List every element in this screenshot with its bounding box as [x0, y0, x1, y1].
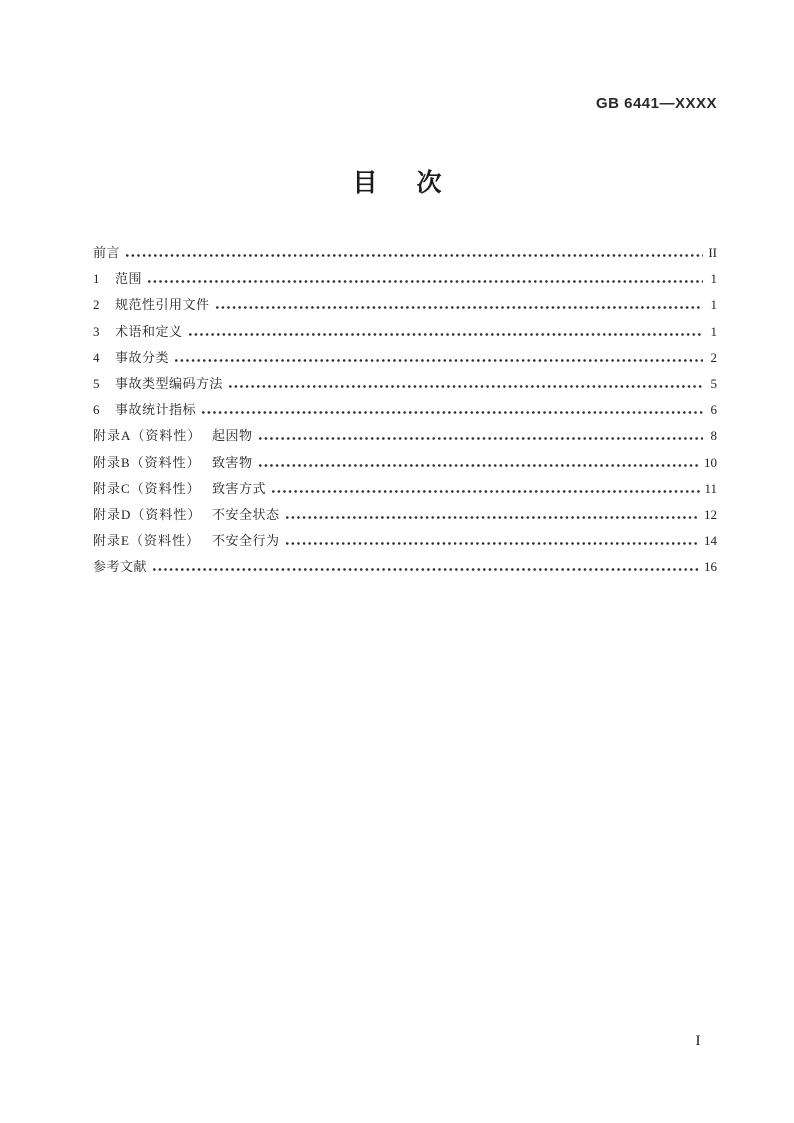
- dot-leader: [272, 490, 700, 493]
- toc-entry-appendix-prefix: 附录C（资料性）: [93, 480, 201, 496]
- document-title-char-2: 次: [416, 169, 442, 197]
- toc-page-number: 2: [710, 349, 717, 365]
- toc-entry-number: 5: [93, 375, 100, 391]
- toc-entry: [93, 397, 717, 423]
- toc-page-number: 6: [710, 402, 717, 418]
- dot-leader: [229, 385, 703, 388]
- toc-entry: [93, 423, 717, 449]
- dot-leader: [148, 280, 703, 283]
- dot-leader: [189, 333, 703, 336]
- toc-entry-label: 术语和定义: [115, 323, 183, 339]
- toc-entry: [93, 240, 717, 266]
- dot-leader: [126, 254, 703, 257]
- toc-entry: [93, 292, 717, 318]
- document-title-char-1: 目: [352, 169, 378, 197]
- toc-entry-label: 事故统计指标: [115, 402, 197, 418]
- toc-entry-label: 不安全行为: [212, 533, 280, 549]
- toc-entry-label: 参考文献: [93, 559, 148, 575]
- toc-entry-label: 范围: [115, 271, 143, 287]
- toc-page-number: 12: [704, 506, 717, 522]
- toc-entry: [93, 450, 717, 476]
- toc-entry-number: 4: [93, 349, 100, 365]
- toc-entry-label: 致害物: [212, 454, 253, 470]
- toc-entry-label: 规范性引用文件: [115, 297, 210, 313]
- standard-code: GB 6441—XXXX: [595, 95, 717, 112]
- toc-entry-appendix-prefix: 附录B（资料性）: [93, 454, 201, 470]
- toc-page-number: 5: [710, 375, 717, 391]
- toc-page-number: 1: [710, 297, 717, 313]
- toc-entry: [93, 554, 717, 580]
- toc-entry-label: 前言: [93, 245, 121, 260]
- toc-page-number: II: [708, 245, 717, 260]
- toc-entry: [93, 371, 717, 397]
- toc-page-number: 14: [704, 533, 717, 549]
- dot-leader: [216, 306, 703, 309]
- dot-leader: [175, 359, 703, 362]
- footer-page-number: I: [695, 1033, 701, 1049]
- toc-page-number: 11: [704, 480, 717, 496]
- toc-entry: [93, 319, 717, 345]
- toc-entry: [93, 345, 717, 371]
- toc-page-number: 8: [710, 428, 717, 444]
- toc-entry-number: 6: [93, 402, 100, 418]
- toc-entry: [93, 266, 717, 292]
- toc-entry-label: 事故类型编码方法: [115, 375, 224, 391]
- dot-leader: [259, 437, 703, 440]
- document-title: [0, 163, 794, 199]
- footer: [0, 1032, 794, 1050]
- toc-entry-appendix-prefix: 附录E（资料性）: [93, 533, 200, 549]
- toc-entry-number: 1: [93, 271, 100, 287]
- toc-entry-label: 事故分类: [115, 349, 170, 365]
- dot-leader: [286, 516, 700, 519]
- table-of-contents: [93, 240, 717, 580]
- toc-entry-appendix-prefix: 附录D（资料性）: [93, 506, 202, 522]
- toc-entry-label: 不安全状态: [212, 506, 280, 522]
- dot-leader: [286, 542, 700, 545]
- toc-entry-label: 起因物: [212, 428, 253, 444]
- toc-entry-label: 致害方式: [212, 480, 267, 496]
- dot-leader: [259, 464, 700, 467]
- toc-entry: [93, 502, 717, 528]
- toc-entry-appendix-prefix: 附录A（资料性）: [93, 428, 202, 444]
- toc-page-number: 1: [710, 323, 717, 339]
- toc-page-number: 10: [704, 454, 717, 470]
- toc-page-number: 1: [710, 271, 717, 287]
- dot-leader: [202, 411, 703, 414]
- toc-entry-number: 3: [93, 323, 100, 339]
- toc-entry-number: 2: [93, 297, 100, 313]
- toc-entry: [93, 476, 717, 502]
- toc-entry: [93, 528, 717, 554]
- dot-leader: [153, 568, 700, 571]
- toc-page-number: 16: [704, 559, 717, 575]
